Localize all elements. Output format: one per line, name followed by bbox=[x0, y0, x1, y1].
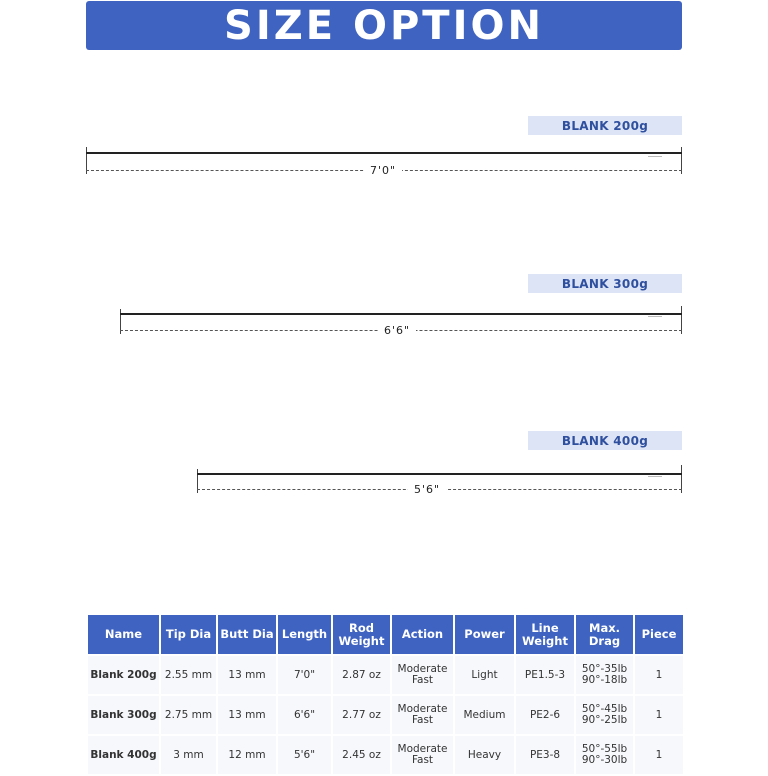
table-header-row bbox=[88, 615, 683, 656]
table-row bbox=[88, 696, 683, 736]
rod-blank-400g bbox=[197, 473, 682, 475]
rod-label-200g: BLANK 200g bbox=[528, 116, 682, 135]
header-butt-dia: Butt Dia bbox=[218, 615, 276, 656]
cell-action: Moderate Fast bbox=[392, 656, 453, 696]
cell-tip-dia: 2.55 mm bbox=[161, 656, 216, 696]
cell-butt-dia: 13 mm bbox=[218, 656, 276, 696]
cell-tip-dia: 2.75 mm bbox=[161, 696, 216, 736]
rod-marking bbox=[648, 316, 662, 317]
rod-length-300g: 6'6" bbox=[378, 325, 416, 337]
cell-length: 6'6" bbox=[278, 696, 331, 736]
header-length: Length bbox=[278, 615, 331, 656]
cell-tip-dia: 3 mm bbox=[161, 736, 216, 776]
rod-blank-300g bbox=[120, 313, 682, 315]
header-tip-dia: Tip Dia bbox=[161, 615, 216, 656]
cell-max-drag: 50°-45lb 90°-25lb bbox=[576, 696, 633, 736]
cell-length: 5'6" bbox=[278, 736, 331, 776]
cell-max-drag: 50°-55lb 90°-30lb bbox=[576, 736, 633, 776]
cell-name: Blank 300g bbox=[88, 696, 159, 736]
rod-marking bbox=[648, 156, 662, 157]
cell-line-weight: PE3-8 bbox=[516, 736, 574, 776]
cell-length: 7'0" bbox=[278, 656, 331, 696]
cell-rod-weight: 2.77 oz bbox=[333, 696, 390, 736]
cell-name: Blank 200g bbox=[88, 656, 159, 696]
rod-label-300g: BLANK 300g bbox=[528, 274, 682, 293]
cell-butt-dia: 12 mm bbox=[218, 736, 276, 776]
rod-length-200g: 7'0" bbox=[364, 165, 402, 177]
rod-length-400g: 5'6" bbox=[408, 484, 446, 496]
cell-power: Medium bbox=[455, 696, 514, 736]
header-action: Action bbox=[392, 615, 453, 656]
table-row bbox=[88, 656, 683, 696]
cell-action: Moderate Fast bbox=[392, 696, 453, 736]
page-title: SIZE OPTION bbox=[224, 2, 544, 49]
header-power: Power bbox=[455, 615, 514, 656]
cell-power: Light bbox=[455, 656, 514, 696]
cell-butt-dia: 13 mm bbox=[218, 696, 276, 736]
cell-piece: 1 bbox=[635, 656, 683, 696]
rod-marking bbox=[648, 476, 662, 477]
rod-label-400g: BLANK 400g bbox=[528, 431, 682, 450]
header-line-weight: Line Weight bbox=[516, 615, 574, 656]
header-max-drag: Max. Drag bbox=[576, 615, 633, 656]
rod-blank-200g bbox=[86, 152, 682, 154]
cell-rod-weight: 2.87 oz bbox=[333, 656, 390, 696]
cell-rod-weight: 2.45 oz bbox=[333, 736, 390, 776]
cell-piece: 1 bbox=[635, 736, 683, 776]
cell-action: Moderate Fast bbox=[392, 736, 453, 776]
cell-piece: 1 bbox=[635, 696, 683, 736]
size-option-banner bbox=[86, 1, 682, 50]
spec-table bbox=[86, 615, 685, 776]
cell-name: Blank 400g bbox=[88, 736, 159, 776]
cell-max-drag: 50°-35lb 90°-18lb bbox=[576, 656, 633, 696]
table-row bbox=[88, 736, 683, 776]
header-piece: Piece bbox=[635, 615, 683, 656]
cell-line-weight: PE1.5-3 bbox=[516, 656, 574, 696]
header-rod-weight: Rod Weight bbox=[333, 615, 390, 656]
cell-line-weight: PE2-6 bbox=[516, 696, 574, 736]
cell-power: Heavy bbox=[455, 736, 514, 776]
header-name: Name bbox=[88, 615, 159, 656]
